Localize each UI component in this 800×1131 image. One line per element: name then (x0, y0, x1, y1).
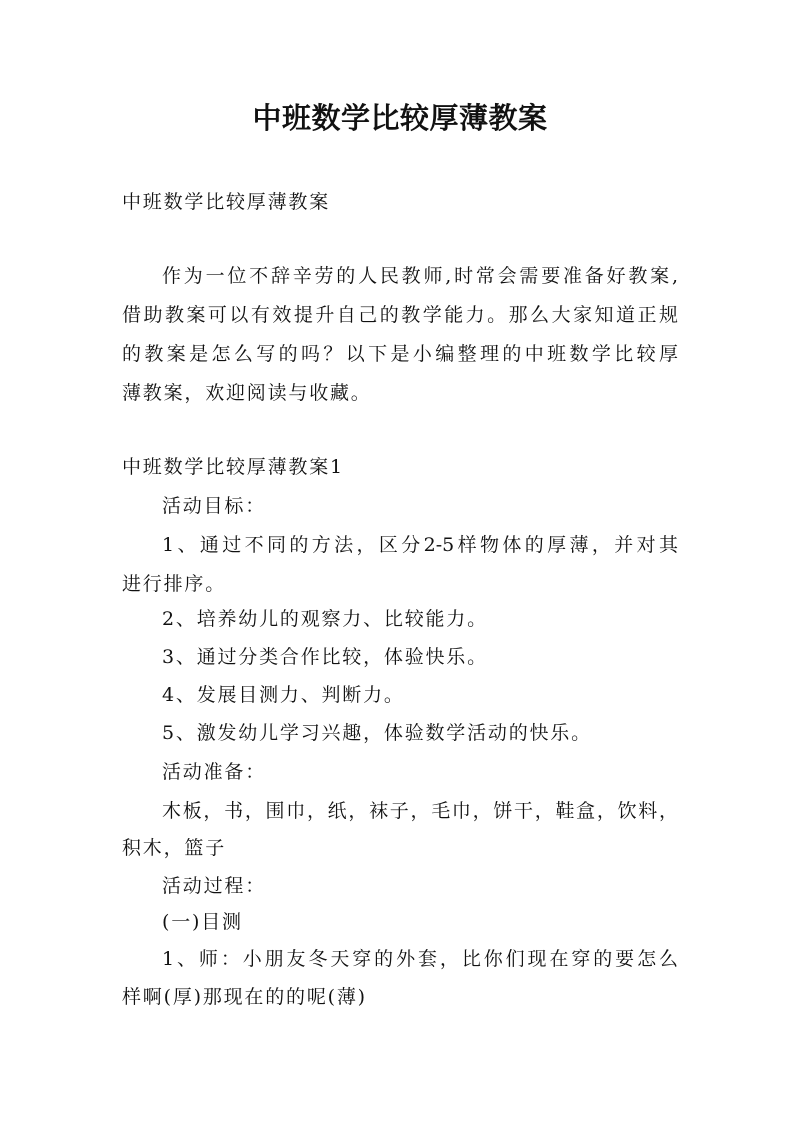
goal-item-1: 1、通过不同的方法，区分2-5样物体的厚薄，并对其 (162, 534, 678, 556)
goal-item-5: 5、激发幼儿学习兴趣，体验数学活动的快乐。 (162, 722, 592, 744)
intro-line-2: 借助教案可以有效提升自己的教学能力。那么大家知道正规 (122, 304, 678, 326)
goal-item-3: 3、通过分类合作比较，体验快乐。 (162, 646, 488, 668)
intro-line-3: 的教案是怎么写的吗？以下是小编整理的中班数学比较厚 (122, 343, 678, 365)
prep-line-1: 木板，书，围巾，纸，袜子，毛巾，饼干，鞋盒，饮料， (162, 800, 678, 822)
goal-item-2: 2、培养幼儿的观察力、比较能力。 (162, 608, 488, 630)
prep-line-2: 积木，篮子 (122, 837, 227, 859)
process-line-2: 样啊(厚)那现在的的呢(薄) (122, 986, 367, 1008)
process-subheading: (一)目测 (162, 911, 243, 933)
section-heading: 中班数学比较厚薄教案1 (122, 456, 344, 478)
prep-heading: 活动准备： (162, 761, 267, 783)
process-heading: 活动过程： (162, 875, 267, 897)
document-title: 中班数学比较厚薄教案 (252, 101, 548, 135)
intro-line-1: 作为一位不辞辛劳的人民教师,时常会需要准备好教案, (162, 265, 678, 287)
goal-item-1-cont: 进行排序。 (122, 573, 227, 595)
process-line-1: 1、师：小朋友冬天穿的外套，比你们现在穿的要怎么 (162, 948, 678, 970)
goal-item-4: 4、发展目测力、判断力。 (162, 684, 405, 706)
document-subtitle: 中班数学比较厚薄教案 (122, 191, 331, 213)
intro-line-4: 薄教案，欢迎阅读与收藏。 (122, 382, 372, 404)
goals-heading: 活动目标： (162, 495, 267, 517)
